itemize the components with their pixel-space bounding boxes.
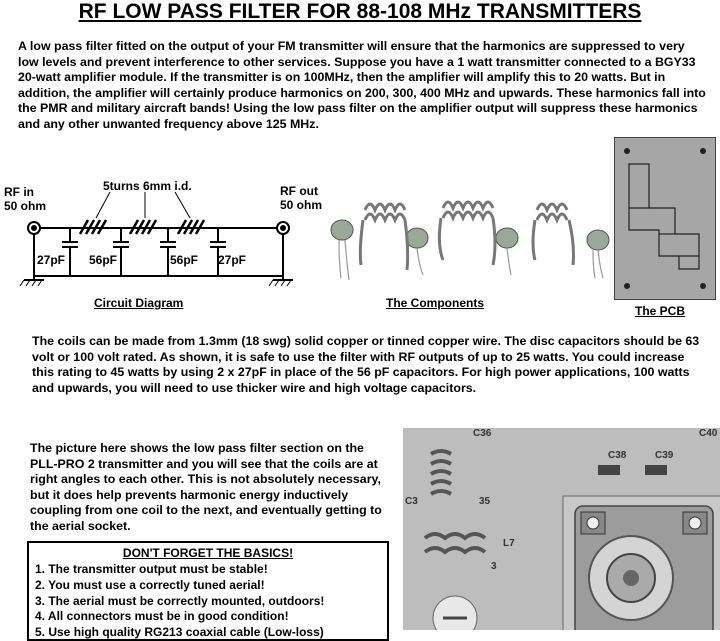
photo-label-c39: C39 <box>655 450 674 461</box>
cap4-label: 27pF <box>218 253 247 267</box>
disc-capacitor-1 <box>331 220 353 240</box>
rf-out-label: RF out <box>280 184 318 198</box>
intro-paragraph: A low pass filter fitted on the output of your FM transmitter will ensure that the harmonics are suppressed to very low levels and prevent interference to other services. Suppose you have a 1 watt transmitter connected to a BGY33 20-watt amplifier module. If the transmitter is on 100MHz, then the amplifier will amplify this to 20 watts. But in addition, the amplifier will certainly produce harmonics on 200, 300, 400 MHz and upwards. These harmonics fall into the PMR and military aircraft bands! Using the low pass filter on the amplifier output will suppress these harmonics and any other unwanted frequency above 125 MHz. <box>18 39 706 131</box>
pll-pro-paragraph: The picture here shows the low pass filter section on the PLL-PRO 2 transmitter and you will see that the coils are at right angles to each other. This is not absolutely necessary, but it does help prevents harmonic energy inductively coupling from one coil to the next, and eventually getting to the aerial socket. <box>30 441 382 533</box>
basics-item: 4. All connectors must be in good condition! <box>35 609 289 624</box>
cap2-label: 56pF <box>89 253 118 267</box>
photo-label-c40: C40 <box>699 428 718 439</box>
basics-item: 2. You must use a correctly tuned aerial! <box>35 577 265 592</box>
basics-item: 3. The aerial must be correctly mounted, outdoors! <box>35 593 325 608</box>
photo-label-c38: C38 <box>608 450 627 461</box>
photo-label-c35-right: 35 <box>479 496 491 507</box>
pcb-caption: The PCB <box>635 304 686 318</box>
schematic-drawing <box>0 190 310 290</box>
circuit-diagram-caption: Circuit Diagram <box>94 296 184 310</box>
coil-1 <box>360 204 407 270</box>
photo-label-c36: C36 <box>473 428 492 439</box>
pcb-illustration <box>614 137 716 318</box>
coil-spec-label: 5turns 6mm i.d. <box>103 179 192 193</box>
basics-box <box>27 541 389 641</box>
page-title: RF LOW PASS FILTER FOR 88-108 MHz TRANSMITTERS <box>78 0 642 23</box>
cap1-label: 27pF <box>37 253 66 267</box>
basics-item: 5. Use high quality RG213 coaxial cable (Low-loss) <box>35 625 324 640</box>
basics-list <box>29 562 387 641</box>
disc-capacitor-4 <box>587 230 609 250</box>
rf-out-impedance: 50 ohm <box>280 198 323 212</box>
coil-3 <box>533 204 574 265</box>
coil-construction-paragraph: The coils can be made from 1.3mm (18 swg) solid copper or tinned copper wire. The disc capacitors should be 63 volt or 100 volt rated. As shown, it is safe to use the filter with RF outputs of up to 25 watts. You could increase this rating to 45 watts by using 2 x 27pF in place of the 56 pF capacitors. For high power applications, 100 watts and upwards, you will need to use thicker wire and high voltage capacitors. <box>32 334 700 395</box>
photo-label-c35-left: C3 <box>405 496 418 507</box>
components-caption: The Components <box>386 296 484 310</box>
photo-label-l3: 3 <box>491 561 497 572</box>
basics-item: 1. The transmitter output must be stable! <box>35 562 268 576</box>
coil-2 <box>439 202 495 265</box>
rf-in-impedance: 50 ohm <box>4 199 47 213</box>
cap3-label: 56pF <box>170 253 199 267</box>
rf-in-label: RF in <box>4 185 34 199</box>
disc-capacitor-2 <box>406 228 428 248</box>
disc-capacitor-3 <box>496 228 518 248</box>
photo-label-l7: L7 <box>503 538 515 549</box>
basics-heading: DON'T FORGET THE BASICS! <box>122 546 294 560</box>
board-photo <box>403 428 720 630</box>
